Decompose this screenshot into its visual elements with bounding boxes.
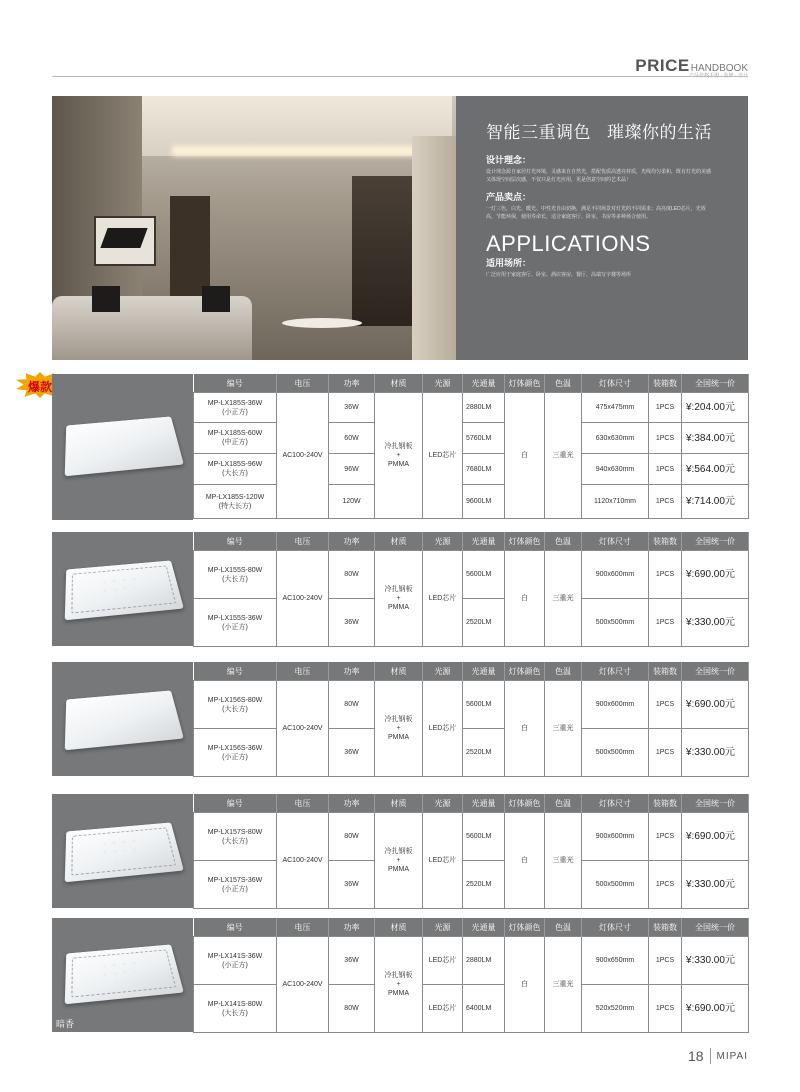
voltage-cell: AC100-240V	[277, 813, 329, 909]
model-code: MP-LX185S-36W	[207, 399, 263, 407]
col-power: 功率	[329, 662, 375, 681]
usage-text: 广泛应用于家庭客厅、卧室、酒店客房、餐厅、高端写字楼等场所	[486, 272, 632, 278]
header-divider	[52, 76, 748, 77]
voltage-cell: AC100-240V	[277, 393, 329, 519]
hot-label: 爆款	[27, 380, 52, 394]
slogan-part-a: 智能三重调色	[486, 123, 591, 142]
model-code: MP-LX141S-80W	[207, 1000, 263, 1008]
col-size: 灯体尺寸	[582, 794, 649, 813]
selling-text: 一灯三色，白光、暖光、中性光自由切换，满足不同场景对灯光的不同需求；高亮度LED芯片，光效高，节能环保，使用寿命长，适合家庭客厅、卧室、书房等多种场合使用。	[486, 206, 706, 220]
col-code: 编号	[194, 918, 277, 937]
box-cell: 1PCS	[649, 729, 682, 777]
model-size-label: (大长方)	[222, 470, 248, 477]
col-voltage: 电压	[277, 794, 329, 813]
price-cell: ¥:330.00元	[682, 861, 749, 909]
col-voltage: 电压	[277, 918, 329, 937]
col-source: 光源	[423, 374, 463, 393]
col-code: 编号	[194, 532, 277, 551]
col-code: 编号	[194, 374, 277, 393]
model-size-label: (小正方)	[222, 753, 248, 761]
ceiling-lamp-icon	[65, 690, 184, 750]
model-code: MP-LX156S-36W	[207, 744, 263, 752]
col-price: 全国统一价	[682, 918, 749, 937]
source-cell: LED芯片	[423, 813, 463, 909]
size-cell: 900x600mm	[582, 813, 649, 861]
intro-panel	[456, 96, 748, 360]
model-size-label: (大长方)	[222, 837, 248, 845]
source-cell: LED芯片	[423, 985, 463, 1033]
size-cell: 1120x710mm	[582, 485, 649, 519]
price-cell: ¥:330.00元	[682, 729, 749, 777]
box-cell: 1PCS	[649, 813, 682, 861]
brand-logo	[635, 58, 748, 74]
product-block-lx157s	[52, 794, 748, 908]
size-cell: 520x520mm	[582, 985, 649, 1033]
brand-handbook: HANDBOOK	[690, 63, 748, 74]
col-body-color: 灯体颜色	[505, 918, 545, 937]
col-box: 装箱数	[649, 662, 682, 681]
model-code: MP-LX185S-120W	[205, 493, 265, 501]
page-number: 18	[688, 1048, 711, 1064]
col-material: 材质	[375, 662, 423, 681]
model-size-label: (小正方)	[222, 961, 248, 969]
material-cell: 冷扎钢板 + PMMA	[375, 551, 423, 647]
living-room-photo	[52, 96, 456, 360]
col-material: 材质	[375, 532, 423, 551]
col-color-temp: 色温	[545, 374, 582, 393]
concept-text: 设计理念源自家居灯光环境，灵感来自自然光，搭配优质高透亮材质，光线均匀柔和，既有灯光的美感又体现空间层次感，不仅只是灯光应用，更是创意空间的艺术品！	[486, 169, 712, 183]
flux-cell: 6400LM	[463, 985, 505, 1033]
voltage-cell: AC100-240V	[277, 551, 329, 647]
material-cell: 冷扎钢板 + PMMA	[375, 393, 423, 519]
size-cell: 500x500mm	[582, 599, 649, 647]
flux-cell: 5600LM	[463, 681, 505, 729]
table-row	[194, 551, 749, 599]
col-size: 灯体尺寸	[582, 918, 649, 937]
col-body-color: 灯体颜色	[505, 374, 545, 393]
box-cell: 1PCS	[649, 599, 682, 647]
body-color-cell: 白	[505, 813, 545, 909]
model-code: MP-LX156S-80W	[207, 696, 263, 704]
col-material: 材质	[375, 918, 423, 937]
crystal-ceiling-lamp-icon	[65, 944, 184, 1004]
table-row	[194, 393, 749, 423]
power-cell: 96W	[329, 454, 375, 485]
col-source: 光源	[423, 662, 463, 681]
model-size-label: (大长方)	[222, 1009, 248, 1017]
flux-cell: 5760LM	[463, 423, 505, 454]
col-material: 材质	[375, 374, 423, 393]
size-cell: 900x600mm	[582, 551, 649, 599]
col-box: 装箱数	[649, 374, 682, 393]
power-cell: 36W	[329, 861, 375, 909]
size-cell: 500x500mm	[582, 861, 649, 909]
voltage-cell: AC100-240V	[277, 937, 329, 1033]
model-size-label: (小正方)	[222, 408, 248, 416]
size-cell: 940x630mm	[582, 454, 649, 485]
model-code: MP-LX155S-80W	[207, 566, 263, 574]
col-flux: 光通量	[463, 918, 505, 937]
power-cell: 120W	[329, 485, 375, 519]
applications-title: APPLICATIONS	[486, 231, 651, 256]
model-size-label: (中正方)	[222, 439, 248, 446]
flux-cell: 5600LM	[463, 813, 505, 861]
col-source: 光源	[423, 918, 463, 937]
col-source: 光源	[423, 532, 463, 551]
color-temp-cell: 三重光	[545, 813, 582, 909]
crystal-ceiling-lamp-icon	[65, 822, 184, 882]
slogan-part-b: 璀璨你的生活	[607, 123, 712, 142]
col-size: 灯体尺寸	[582, 662, 649, 681]
power-cell: 36W	[329, 729, 375, 777]
source-cell: LED芯片	[423, 937, 463, 985]
material-cell: 冷扎钢板 + PMMA	[375, 681, 423, 777]
box-cell: 1PCS	[649, 423, 682, 454]
source-cell: LED芯片	[423, 393, 463, 519]
series-tag: 暗香	[56, 1019, 75, 1029]
model-code: MP-LX185S-60W	[207, 430, 263, 437]
col-source: 光源	[423, 794, 463, 813]
size-cell: 900x650mm	[582, 937, 649, 985]
color-temp-cell: 三重光	[545, 393, 582, 519]
hero-section	[52, 96, 748, 360]
col-body-color: 灯体颜色	[505, 662, 545, 681]
price-cell: ¥:330.00元	[682, 937, 749, 985]
material-cell: 冷扎钢板 + PMMA	[375, 937, 423, 1033]
body-color-cell: 白	[505, 937, 545, 1033]
body-color-cell: 白	[505, 393, 545, 519]
model-code: MP-LX155S-36W	[207, 614, 263, 622]
size-cell: 475x475mm	[582, 393, 649, 423]
col-color-temp: 色温	[545, 662, 582, 681]
product-block-lx155s	[52, 532, 748, 646]
model-size-label: (小正方)	[222, 885, 248, 893]
price-cell: ¥:690.00元	[682, 813, 749, 861]
price-cell: ¥:714.00元	[682, 485, 749, 519]
col-power: 功率	[329, 532, 375, 551]
flux-cell: 7680LM	[463, 454, 505, 485]
col-flux: 光通量	[463, 662, 505, 681]
col-code: 编号	[194, 662, 277, 681]
power-cell: 80W	[329, 681, 375, 729]
col-body-color: 灯体颜色	[505, 794, 545, 813]
box-cell: 1PCS	[649, 485, 682, 519]
selling-title: 产品卖点：	[486, 192, 532, 202]
model-code: MP-LX185S-96W	[207, 461, 263, 468]
product-image-lx141s	[52, 918, 193, 1032]
power-cell: 60W	[329, 423, 375, 454]
usage-title: 适用场所：	[486, 258, 532, 268]
box-cell: 1PCS	[649, 985, 682, 1033]
concept-title: 设计理念：	[486, 155, 532, 165]
model-code: MP-LX157S-36W	[207, 876, 263, 884]
col-flux: 光通量	[463, 794, 505, 813]
col-price: 全国统一价	[682, 532, 749, 551]
col-color-temp: 色温	[545, 532, 582, 551]
model-size-label: (大长方)	[222, 575, 248, 583]
spec-table-lx155s	[193, 532, 749, 647]
flux-cell: 2520LM	[463, 861, 505, 909]
page-footer	[688, 1048, 748, 1064]
ceiling-lamp-icon	[65, 416, 184, 476]
spec-table-lx157s	[193, 794, 749, 909]
product-block-lx185s	[52, 374, 748, 520]
model-size-label: (小正方)	[222, 623, 248, 631]
model-code: MP-LX141S-36W	[207, 952, 263, 960]
source-cell: LED芯片	[423, 551, 463, 647]
brand-price: PRICE	[635, 56, 690, 75]
power-cell: 80W	[329, 985, 375, 1033]
col-color-temp: 色温	[545, 794, 582, 813]
footer-brand: MIPAI	[716, 1050, 748, 1062]
col-voltage: 电压	[277, 532, 329, 551]
size-cell: 630x630mm	[582, 423, 649, 454]
flux-cell: 9600LM	[463, 485, 505, 519]
col-price: 全国统一价	[682, 794, 749, 813]
price-cell: ¥:204.00元	[682, 393, 749, 423]
spec-table-lx156s	[193, 662, 749, 777]
col-power: 功率	[329, 918, 375, 937]
col-voltage: 电压	[277, 374, 329, 393]
model-size-label: (大长方)	[222, 705, 248, 713]
col-power: 功率	[329, 374, 375, 393]
box-cell: 1PCS	[649, 393, 682, 423]
product-block-lx141s	[52, 918, 748, 1032]
col-price: 全国统一价	[682, 662, 749, 681]
material-cell: 冷扎钢板 + PMMA	[375, 813, 423, 909]
power-cell: 80W	[329, 813, 375, 861]
hero-slogan	[486, 118, 748, 143]
table-row	[194, 937, 749, 985]
col-box: 装箱数	[649, 532, 682, 551]
box-cell: 1PCS	[649, 551, 682, 599]
source-cell: LED芯片	[423, 681, 463, 777]
col-box: 装箱数	[649, 918, 682, 937]
product-image-lx157s	[52, 794, 193, 908]
color-temp-cell: 三重光	[545, 681, 582, 777]
table-row	[194, 813, 749, 861]
power-cell: 36W	[329, 599, 375, 647]
col-flux: 光通量	[463, 374, 505, 393]
power-cell: 80W	[329, 551, 375, 599]
color-temp-cell: 三重光	[545, 551, 582, 647]
col-flux: 光通量	[463, 532, 505, 551]
col-power: 功率	[329, 794, 375, 813]
product-image-lx155s	[52, 532, 193, 646]
box-cell: 1PCS	[649, 861, 682, 909]
flux-cell: 2880LM	[463, 937, 505, 985]
flux-cell: 2520LM	[463, 599, 505, 647]
col-size: 灯体尺寸	[582, 532, 649, 551]
power-cell: 36W	[329, 937, 375, 985]
flux-cell: 2520LM	[463, 729, 505, 777]
price-cell: ¥:690.00元	[682, 985, 749, 1033]
col-voltage: 电压	[277, 662, 329, 681]
price-cell: ¥:564.00元	[682, 454, 749, 485]
product-image-lx185s	[52, 374, 193, 520]
col-material: 材质	[375, 794, 423, 813]
table-row	[194, 681, 749, 729]
box-cell: 1PCS	[649, 937, 682, 985]
spec-table-lx141s	[193, 918, 749, 1033]
box-cell: 1PCS	[649, 454, 682, 485]
size-cell: 500x500mm	[582, 729, 649, 777]
crystal-ceiling-lamp-icon	[65, 560, 184, 620]
flux-cell: 5600LM	[463, 551, 505, 599]
size-cell: 900x600mm	[582, 681, 649, 729]
col-color-temp: 色温	[545, 918, 582, 937]
product-image-lx156s	[52, 662, 193, 776]
spec-table-lx185s	[193, 374, 749, 519]
col-code: 编号	[194, 794, 277, 813]
body-color-cell: 白	[505, 681, 545, 777]
flux-cell: 2880LM	[463, 393, 505, 423]
price-cell: ¥:690.00元	[682, 551, 749, 599]
col-body-color: 灯体颜色	[505, 532, 545, 551]
voltage-cell: AC100-240V	[277, 681, 329, 777]
box-cell: 1PCS	[649, 681, 682, 729]
col-box: 装箱数	[649, 794, 682, 813]
body-color-cell: 白	[505, 551, 545, 647]
power-cell: 36W	[329, 393, 375, 423]
col-size: 灯体尺寸	[582, 374, 649, 393]
col-price: 全国统一价	[682, 374, 749, 393]
color-temp-cell: 三重光	[545, 937, 582, 1033]
price-cell: ¥:690.00元	[682, 681, 749, 729]
model-code: MP-LX157S-80W	[207, 828, 263, 836]
product-block-lx156s	[52, 662, 748, 776]
price-cell: ¥:384.00元	[682, 423, 749, 454]
price-cell: ¥:330.00元	[682, 599, 749, 647]
model-size-label: (特大长方)	[218, 502, 252, 510]
